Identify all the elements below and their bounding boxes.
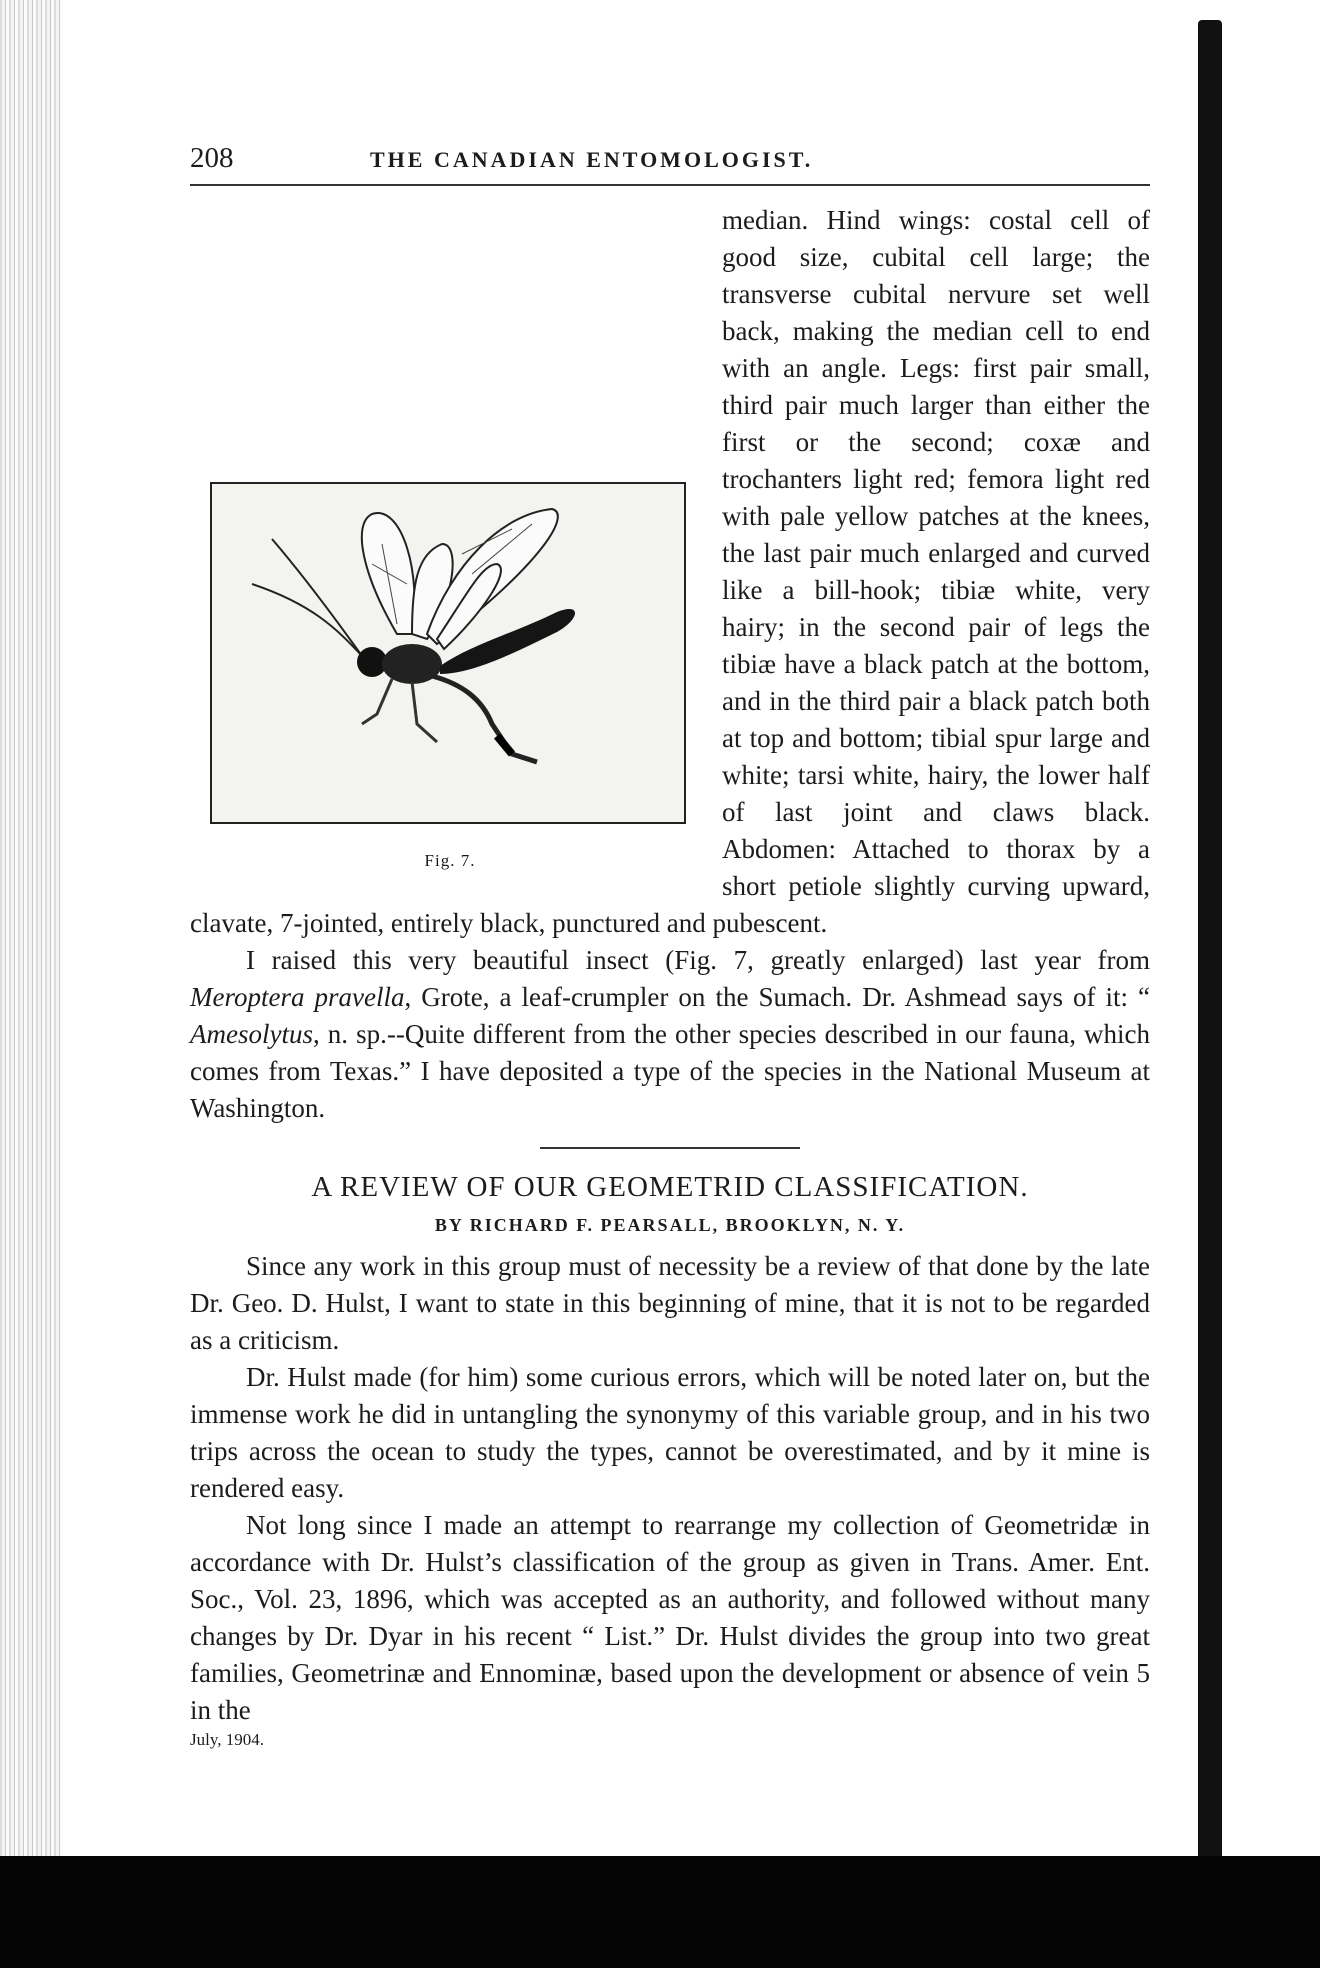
article-paragraph: Dr. Hulst made (for him) some curious errors, which will be noted later on, but the immense work he did in untangling the synonymy of this variable group, and in his two trips across the ocean to study the types, cannot be overestimated, and by it mine is rendered easy. [190, 1362, 1150, 1503]
species-name-meroptera: Meroptera pravella [190, 982, 405, 1012]
species-name-amesolytus: Amesolytus [190, 1019, 313, 1049]
paragraph-wasp-origin [190, 942, 1150, 1127]
page-header [190, 140, 1150, 186]
figure-7 [190, 482, 690, 879]
article-byline: BY RICHARD F. PEARSALL, BROOKLYN, N. Y. [434, 1215, 906, 1235]
issue-date: July, 1904. [190, 1730, 264, 1749]
figure-caption: Fig. 7. [424, 851, 476, 870]
text-run: , n. sp.--Quite different from the other species described in our fauna, which comes from Texas.” I have deposited a type of the species in the National Museum at Washington. [190, 1019, 1150, 1123]
ichneumon-wasp-drawing [212, 484, 684, 822]
wasp-illustration [210, 482, 686, 824]
paragraph-wasp-description: median. Hind wings: costal cell of good size, cubital cell large; the transverse cubital nervure set well back, making the median cell to end with an angle. Legs: first pair small, third pair much larger than either the first or the second; coxæ and trochanters light red; femora light red with pale yellow patches at the knees, the last pair much enlarged and curved like a bill-hook; tibiæ white, very hairy; in the second pair of legs the tibiæ have a black patch at the bottom, and in the third pair a black patch both at top and bottom; tibial spur large and white; tarsi white, hairy, the lower half of last joint and claws black. Abdomen: Attached to thorax by a short petiole slightly curving upward, clavate, 7-jointed, entirely black, punctured and pubescent. [190, 205, 1150, 938]
running-title: THE CANADIAN ENTOMOLOGIST. [370, 147, 814, 172]
text-run: I raised this very beautiful insect (Fig. 7, greatly enlarged) last year from [246, 945, 1150, 975]
text-run: , Grote, a leaf-crumpler on the Sumach. Dr. Ashmead says of it: “ [404, 982, 1150, 1012]
page-number: 208 [190, 142, 234, 174]
article-paragraph: Not long since I made an attempt to rearrange my collection of Geometridæ in accordance with Dr. Hulst’s classification of the group as given in Trans. Amer. Ent. Soc., Vol. 23, 1896, which was accepted as an authority, and followed without many changes by Dr. Dyar in his recent “ List.” Dr. Hulst divides the group into two great families, Geometrinæ and Ennominæ, based upon the development or absence of vein 5 in the [190, 1510, 1150, 1725]
article-title: A REVIEW OF OUR GEOMETRID CLASSIFICATION. [311, 1171, 1029, 1203]
journal-page [190, 140, 1150, 1751]
article-paragraph: Since any work in this group must of necessity be a review of that done by the late Dr. Geo. D. Hulst, I want to state in this beginning of mine, that it is not to be regarded as a criticism. [190, 1251, 1150, 1355]
section-divider [540, 1147, 800, 1149]
book-page-edge [1198, 20, 1222, 1860]
scan-border [0, 1856, 1320, 1968]
book-gutter-edge [0, 0, 62, 1860]
